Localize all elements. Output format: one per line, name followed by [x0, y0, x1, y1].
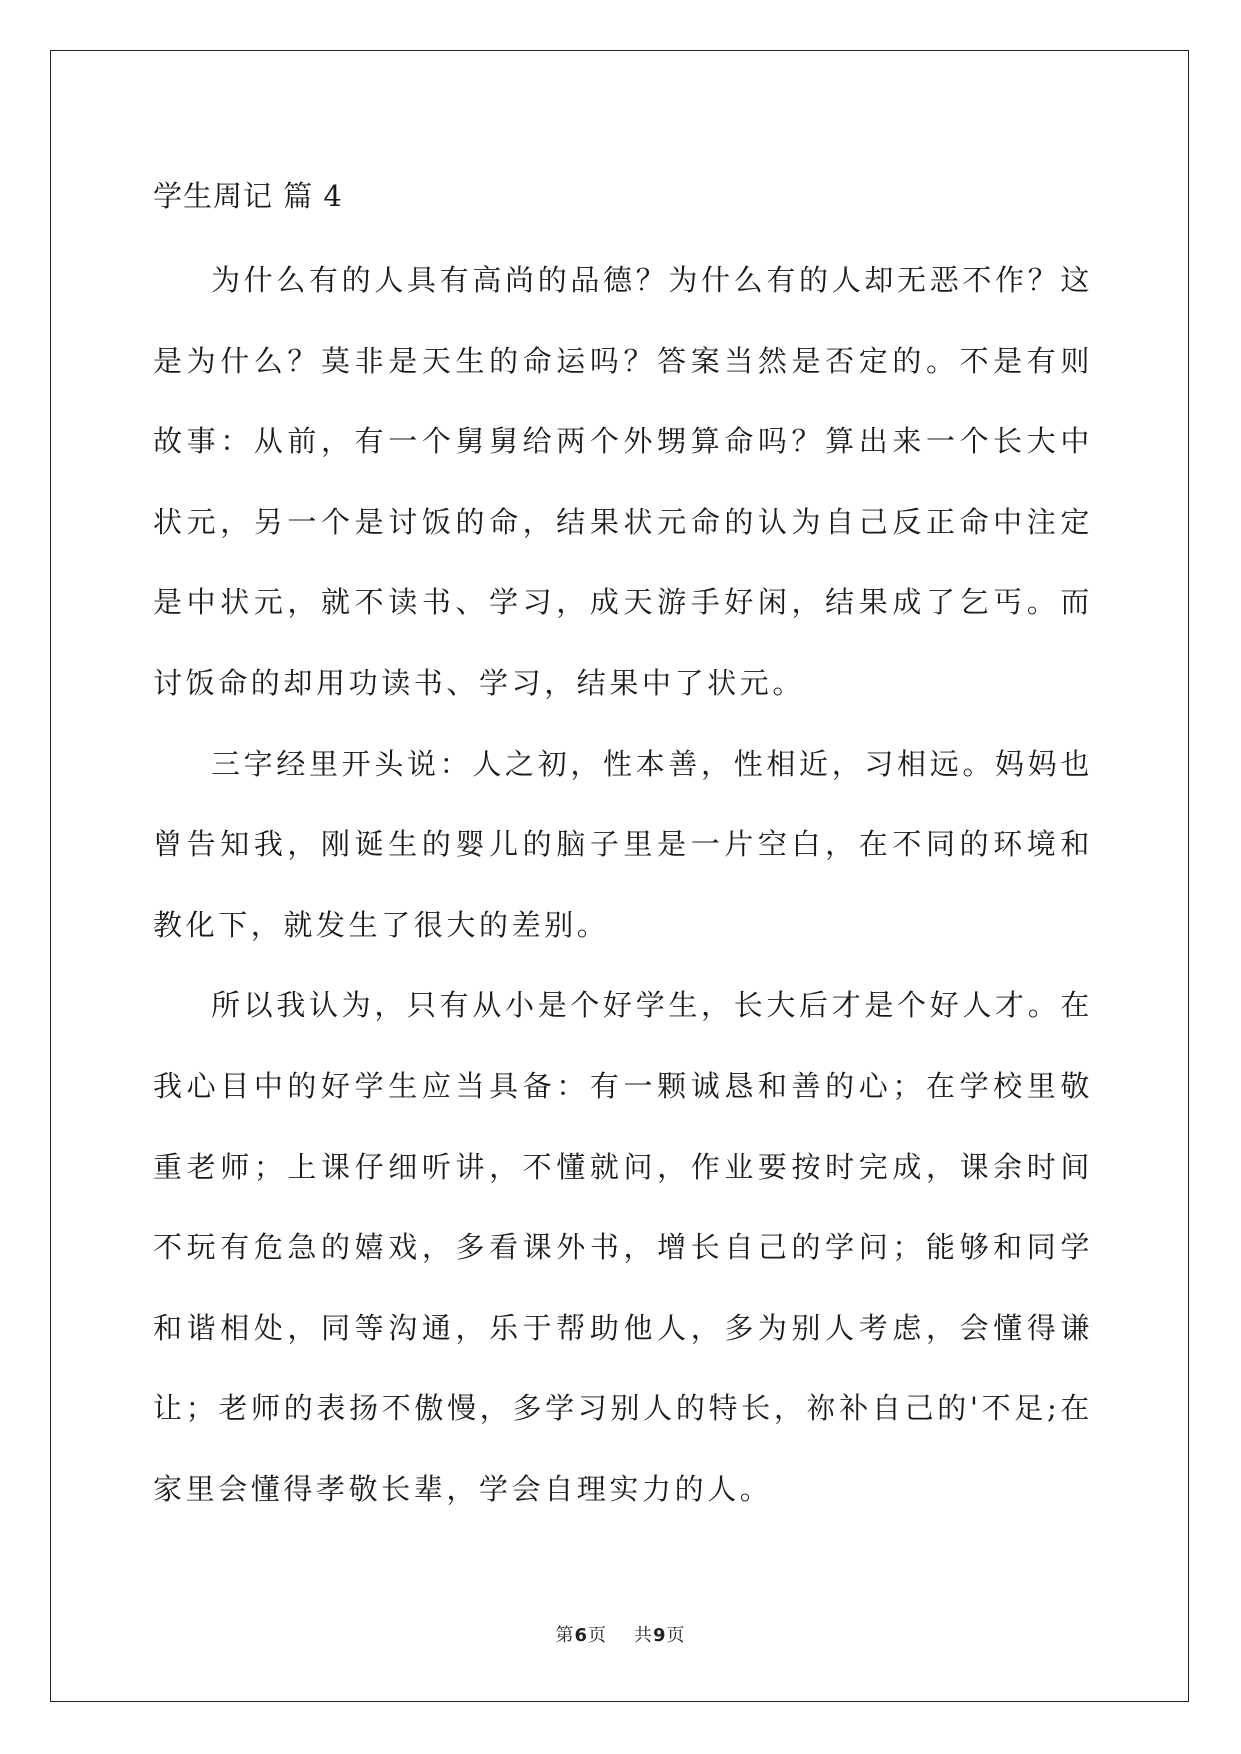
document-title: 学生周记 篇 4	[153, 179, 343, 213]
page-footer	[0, 1621, 1241, 1647]
paragraph-2: 三字经里开头说：人之初，性本善，性相近，习相远。妈妈也曾告知我，刚诞生的婴儿的脑子里是一片空白，在不同的环境和教化下，就发生了很大的差别。	[153, 746, 1093, 942]
document-body	[153, 160, 1093, 1530]
footer-prefix: 第	[555, 1625, 575, 1646]
footer-middle: 页 共	[588, 1625, 653, 1646]
current-page-number: 6	[574, 1625, 589, 1646]
paragraph-1: 为什么有的人具有高尚的品德？为什么有的人却无恶不作？这是为什么？莫非是天生的命运吗？答案当然是否定的。不是有则故事：从前，有一个舅舅给两个外甥算命吗？算出来一个长大中状元，另一个是讨饭的命，结果状元命的认为自己反正命中注定是中状元，就不读书、学习，成天游手好闲，结果成了乞丐。而讨饭命的却用功读书、学习，结果中了状元。	[153, 263, 1093, 700]
paragraph-3: 所以我认为，只有从小是个好学生，长大后才是个好人才。在我心目中的好学生应当具备：有一颗诚恳和善的心；在学校里敬重老师；上课仔细听讲，不懂就问，作业要按时完成，课余时间不玩有危急的嬉戏，多看课外书，增长自己的学问；能够和同学和谐相处，同等沟通，乐于帮助他人，多为别人考虑，会懂得谦让；老师的表扬不傲慢，多学习别人的特长，祢补自己的'不足;在家里会懂得孝敬长辈，学会自理实力的人。	[153, 988, 1093, 1506]
total-pages-number: 9	[652, 1625, 667, 1646]
footer-suffix: 页	[666, 1625, 686, 1646]
title-spacer	[153, 232, 1093, 240]
